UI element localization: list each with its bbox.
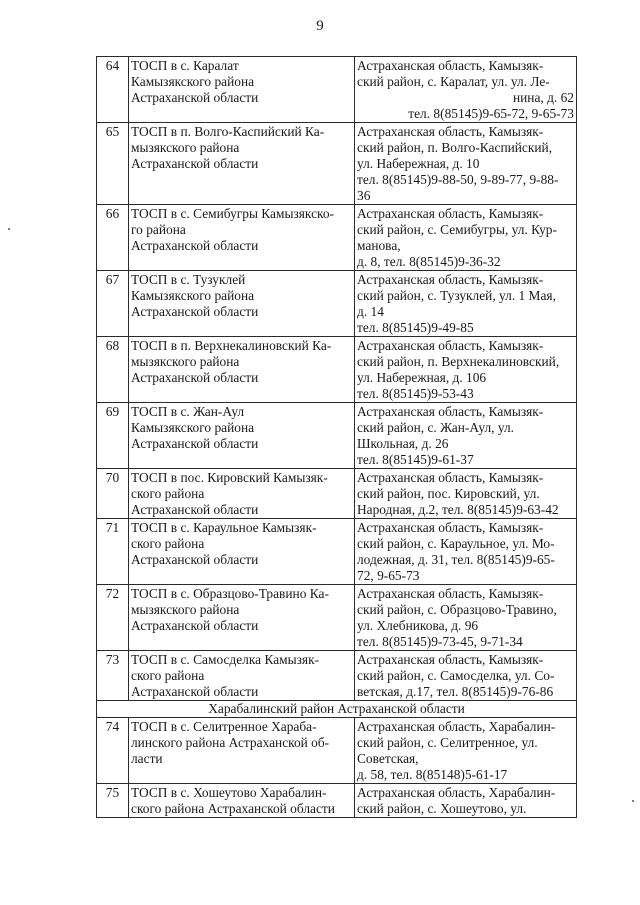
row-number: 67 [97,271,129,337]
office-name-line: Астраханской области [131,238,259,253]
office-address-line: тел. 8(85145)9-49-85 [357,320,474,335]
office-name-line: ТОСП в с. Селитренное Хараба- [131,719,317,734]
office-address-line: ул. Хлебникова, д. 96 [357,618,479,633]
office-name-line: ского района Астраханской области [131,801,335,816]
office-address [355,337,577,403]
office-name [129,585,355,651]
office-address-line: Астраханская область, Камызяк- [357,206,544,221]
office-address-line: 72, 9-65-73 [357,568,420,583]
table-row [97,57,577,123]
office-name-line: Астраханской области [131,436,259,451]
office-address-line: лодежная, д. 31, тел. 8(85145)9-65- [357,552,555,567]
office-address-line: Астраханская область, Камызяк- [357,58,544,73]
office-address-line: Астраханская область, Камызяк- [357,470,544,485]
office-name-line: мызякского района [131,602,240,617]
office-address [355,271,577,337]
office-address-line: ский район, с. Хошеутово, ул. [357,801,527,816]
office-name-line: мызякского района [131,140,240,155]
office-address [355,123,577,205]
office-address-line: ский район, с. Селитренное, ул. [357,735,538,750]
office-address-line: ский район, п. Верхнекалиновский, [357,354,560,369]
table-row [97,271,577,337]
office-name-line: ТОСП в с. Хошеутово Харабалин- [131,785,327,800]
office-address-line: Народная, д.2, тел. 8(85145)9-63-42 [357,502,559,517]
office-address-line: ский район, с. Тузуклей, ул. 1 Мая, [357,288,556,303]
office-name-line: Астраханской области [131,90,259,105]
table-row [97,403,577,469]
office-address-line: манова, [357,238,401,253]
scan-speck [632,800,634,802]
row-number: 71 [97,519,129,585]
office-address-line: ул. Набережная, д. 10 [357,156,480,171]
office-address-line: ветская, д.17, тел. 8(85145)9-76-86 [357,684,554,699]
office-name-line: Камызякского района [131,288,255,303]
office-name-line: Камызякского района [131,74,255,89]
office-name-line: ТОСП в с. Каралат [131,58,239,73]
office-name [129,123,355,205]
office-name-line: Астраханской области [131,684,259,699]
office-address-line: Советская, [357,751,419,766]
row-number: 68 [97,337,129,403]
office-name [129,718,355,784]
row-number: 69 [97,403,129,469]
office-address-line: Астраханская область, Камызяк- [357,338,544,353]
office-name-line: ТОСП в п. Верхнекалиновский Ка- [131,338,332,353]
office-name-line: Астраханской области [131,618,259,633]
office-address-line: Астраханская область, Камызяк- [357,520,544,535]
table-row [97,205,577,271]
table-row [97,784,577,818]
office-address-line: Астраханская область, Харабалин- [357,719,556,734]
office-address-line: Школьная, д. 26 [357,436,449,451]
office-address-line: тел. 8(85145)9-61-37 [357,452,474,467]
office-name-line: Астраханской области [131,370,259,385]
office-name-line: Астраханской области [131,156,259,171]
office-name-line: ТОСП в с. Караульное Камызяк- [131,520,317,535]
office-address-line: д. 58, тел. 8(85148)5-61-17 [357,767,508,782]
office-name-line: ТОСП в с. Самосделка Камызяк- [131,652,320,667]
office-address [355,205,577,271]
office-address [355,651,577,701]
office-name [129,271,355,337]
office-address-line: нина, д. 62 [512,90,574,105]
office-address [355,57,577,123]
office-address-line: Астраханская область, Камызяк- [357,586,544,601]
office-name [129,57,355,123]
scan-speck [8,228,10,230]
office-address [355,784,577,818]
office-name [129,784,355,818]
office-address-line: ский район, с. Жан-Аул, ул. [357,420,514,435]
table-row [97,718,577,784]
office-address-line: 36 [357,188,371,203]
office-address-line: Астраханская область, Камызяк- [357,272,544,287]
table-row [97,469,577,519]
office-address-line: ский район, с. Самосделка, ул. Со- [357,668,555,683]
office-name-line: ТОСП в с. Образцово-Травино Ка- [131,586,329,601]
office-address-line: ский район, с. Семибугры, ул. Кур- [357,222,557,237]
office-name [129,205,355,271]
row-number: 74 [97,718,129,784]
office-address-line: ский район, пос. Кировский, ул. [357,486,540,501]
office-address-line: Астраханская область, Камызяк- [357,652,544,667]
row-number: 70 [97,469,129,519]
office-address-line: Астраханская область, Камызяк- [357,404,544,419]
office-address [355,403,577,469]
row-number: 75 [97,784,129,818]
office-address [355,519,577,585]
table-row [97,123,577,205]
office-name [129,403,355,469]
office-address-line: Астраханская область, Камызяк- [357,124,544,139]
office-name-line: ского района [131,668,205,683]
office-name-line: мызякского района [131,354,240,369]
section-heading: Харабалинский район Астраханской области [97,701,577,718]
table-row [97,337,577,403]
row-number: 72 [97,585,129,651]
office-address [355,585,577,651]
offices-table [96,56,577,818]
office-name-line: ТОСП в с. Семибугры Камызякско- [131,206,335,221]
office-address-line: д. 14 [357,304,384,319]
office-name-line: Астраханской области [131,502,259,517]
page-number: 9 [316,18,324,34]
office-name-line: ТОСП в п. Волго-Каспийский Ка- [131,124,325,139]
office-address-line: ский район, с. Образцово-Травино, [357,602,557,617]
table-row [97,519,577,585]
office-address-line: тел. 8(85145)9-73-45, 9-71-34 [357,634,523,649]
office-name-line: линского района Астраханской об- [131,735,330,750]
office-name-line: ского района [131,536,205,551]
section-row [97,701,577,718]
office-address-line: ул. Набережная, д. 106 [357,370,487,385]
office-name-line: Астраханской области [131,552,259,567]
office-address-line: тел. 8(85145)9-88-50, 9-89-77, 9-88- [357,172,559,187]
office-address-line: ский район, с. Караульное, ул. Мо- [357,536,555,551]
office-name-line: ТОСП в с. Жан-Аул [131,404,245,419]
office-address-line: Астраханская область, Харабалин- [357,785,556,800]
office-address-line: ский район, с. Каралат, ул. ул. Ле- [357,74,550,89]
office-name-line: ТОСП в с. Тузуклей [131,272,246,287]
row-number: 66 [97,205,129,271]
office-address-line: тел. 8(85145)9-53-43 [357,386,474,401]
office-address [355,718,577,784]
office-address-line: тел. 8(85145)9-65-72, 9-65-73 [408,106,574,121]
office-name-line: Астраханской области [131,304,259,319]
office-address-line: д. 8, тел. 8(85145)9-36-32 [357,254,501,269]
row-number: 65 [97,123,129,205]
office-name-line: Камызякского района [131,420,255,435]
office-name-line: го района [131,222,186,237]
office-name [129,469,355,519]
row-number: 64 [97,57,129,123]
office-name [129,651,355,701]
office-name-line: ского района [131,486,205,501]
office-name-line: ласти [131,751,163,766]
row-number: 73 [97,651,129,701]
office-address-line: ский район, п. Волго-Каспийский, [357,140,553,155]
table-row [97,585,577,651]
office-name [129,337,355,403]
office-name-line: ТОСП в пос. Кировский Камызяк- [131,470,328,485]
table-row [97,651,577,701]
office-name [129,519,355,585]
office-address [355,469,577,519]
